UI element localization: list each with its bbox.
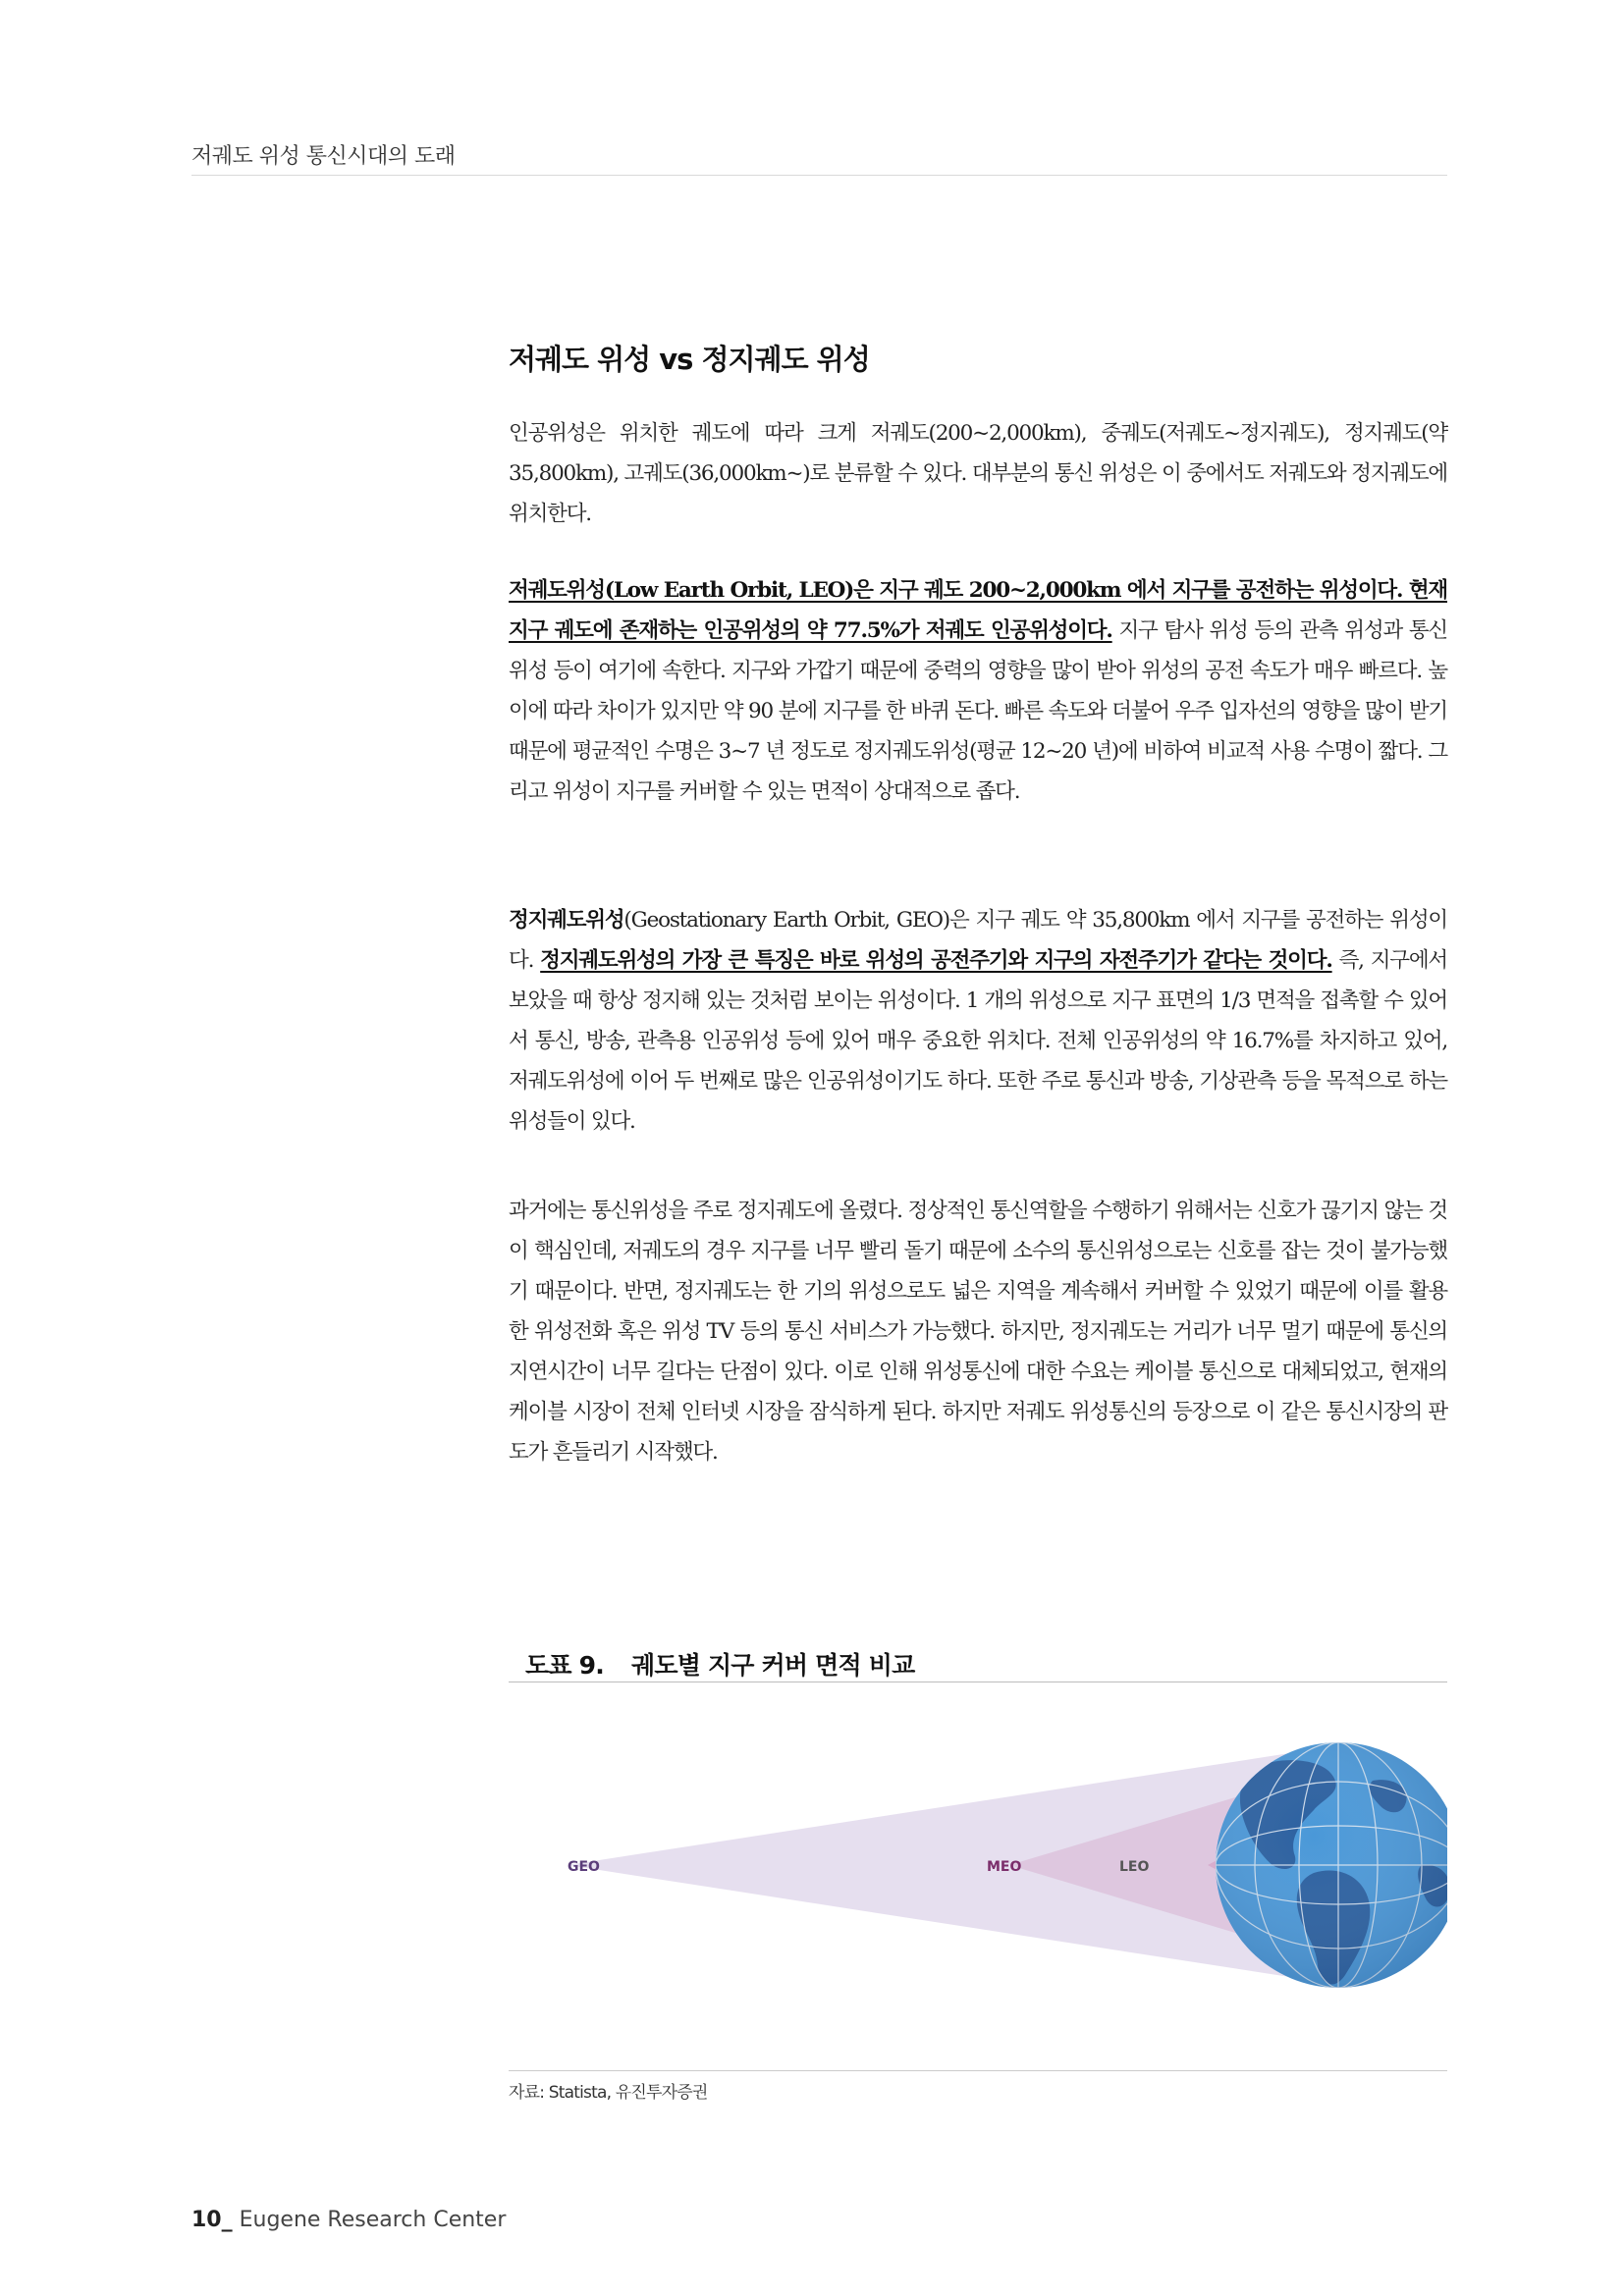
figure-source: 자료: Statista, 유진투자증권 — [509, 2083, 708, 2103]
leo-highlight: 저궤도위성(Low Earth Orbit, LEO)은 지구 궤도 200~2,000km 에서 지구를 공전하는 위성이다. 현재 지구 궤도에 존재하는 인공위성의 약 77.5%가 저궤도 인공위성이다. — [509, 578, 1447, 643]
paragraph-history — [509, 1191, 1447, 1472]
paragraph-text: 과거에는 통신위성을 주로 정지궤도에 올렸다. 정상적인 통신역할을 수행하기 위해서는 신호가 끊기지 않는 것이 핵심인데, 저궤도의 경우 지구를 너무 빨리 돌기 때문에 소수의 통신위성으로는 신호를 잡는 것이 불가능했기 때문이다. 반면, 정지궤도는 한 기의 위성으로도 넓은 지역을 계속해서 커버할 수 있었기 때문에 이를 활용한 위성전화 혹은 위성 TV 등의 통신 서비스가 가능했다. 하지만, 정지궤도는 거리가 너무 멀기 때문에 통신의 지연시간이 너무 길다는 단점이 있다. 이로 인해 위성통신에 대한 수요는 케이블 통신으로 대체되었고, 현재의 케이블 시장이 전체 인터넷 시장을 잠식하게 된다. 하지만 저궤도 위성통신의 등장으로 이 같은 통신시장의 판도가 흔들리기 시작했다. — [509, 1199, 1447, 1465]
running-header: 저궤도 위성 통신시대의 도래 — [191, 144, 456, 169]
header-divider — [191, 175, 1447, 176]
publisher-name: Eugene Research Center — [232, 2208, 507, 2232]
geo-highlight: 정지궤도위성의 가장 큰 특징은 바로 위성의 공전주기와 지구의 자전주기가 같다는 것이다. — [540, 948, 1332, 973]
orbit-coverage-figure — [509, 1708, 1447, 2022]
figure-number: 도표 9. — [525, 1651, 604, 1680]
geo-term: 정지궤도위성 — [509, 908, 624, 933]
page-number: 10_ — [191, 2208, 233, 2232]
page-footer — [191, 2208, 506, 2232]
geo-body: 즉, 지구에서 보았을 때 항상 정지해 있는 것처럼 보이는 위성이다. 1 개의 위성으로 지구 표면의 1/3 면적을 접촉할 수 있어서 통신, 방송, 관측용 인공위성 등에 있어 매우 중요한 위치다. 전체 인공위성의 약 16.7%를 차지하고 있어, 저궤도위성에 이어 두 번째로 많은 인공위성이기도 하다. 또한 주로 통신과 방송, 기상관측 등을 목적으로 하는 위성들이 있다. — [509, 948, 1448, 1134]
meo-label: MEO — [987, 1859, 1022, 1875]
leo-body: 지구 탐사 위성 등의 관측 위성과 통신 위성 등이 여기에 속한다. 지구와 가깝기 때문에 중력의 영향을 많이 받아 위성의 공전 속도가 매우 빠르다. 높이에 따라 차이가 있지만 약 90 분에 지구를 한 바퀴 돈다. 빠른 속도와 더불어 우주 입자선의 영향을 많이 받기 때문에 평균적인 수명은 3~7 년 정도로 정지궤도위성(평균 12~20 년)에 비하여 비교적 사용 수명이 짧다. 그리고 위성이 지구를 커버할 수 있는 면적이 상대적으로 좁다. — [509, 618, 1447, 804]
figure-bottom-rule — [509, 2070, 1447, 2071]
paragraph-geo — [509, 900, 1447, 1142]
paragraph-leo — [509, 570, 1447, 812]
paragraph-text: 인공위성은 위치한 궤도에 따라 크게 저궤도(200~2,000km), 중궤도(저궤도~정지궤도), 정지궤도(약 35,800km), 고궤도(36,000km~)로 분류할 수 있다. 대부분의 통신 위성은 이 중에서도 저궤도와 정지궤도에 위치한다. — [509, 421, 1447, 526]
paragraph-orbit-classes — [509, 413, 1447, 534]
geo-intro: (Geostationary Earth Orbit, GEO)은 지구 궤도 약 35,800km 에서 지구를 공전하는 위성이다. — [509, 908, 1447, 973]
figure-caption: 궤도별 지구 커버 면적 비교 — [631, 1651, 915, 1680]
leo-label: LEO — [1119, 1859, 1150, 1875]
figure-title — [525, 1646, 914, 1682]
orbit-coverage-illustration — [509, 1708, 1447, 2022]
section-title: 저궤도 위성 vs 정지궤도 위성 — [509, 343, 870, 376]
geo-label: GEO — [568, 1859, 600, 1875]
